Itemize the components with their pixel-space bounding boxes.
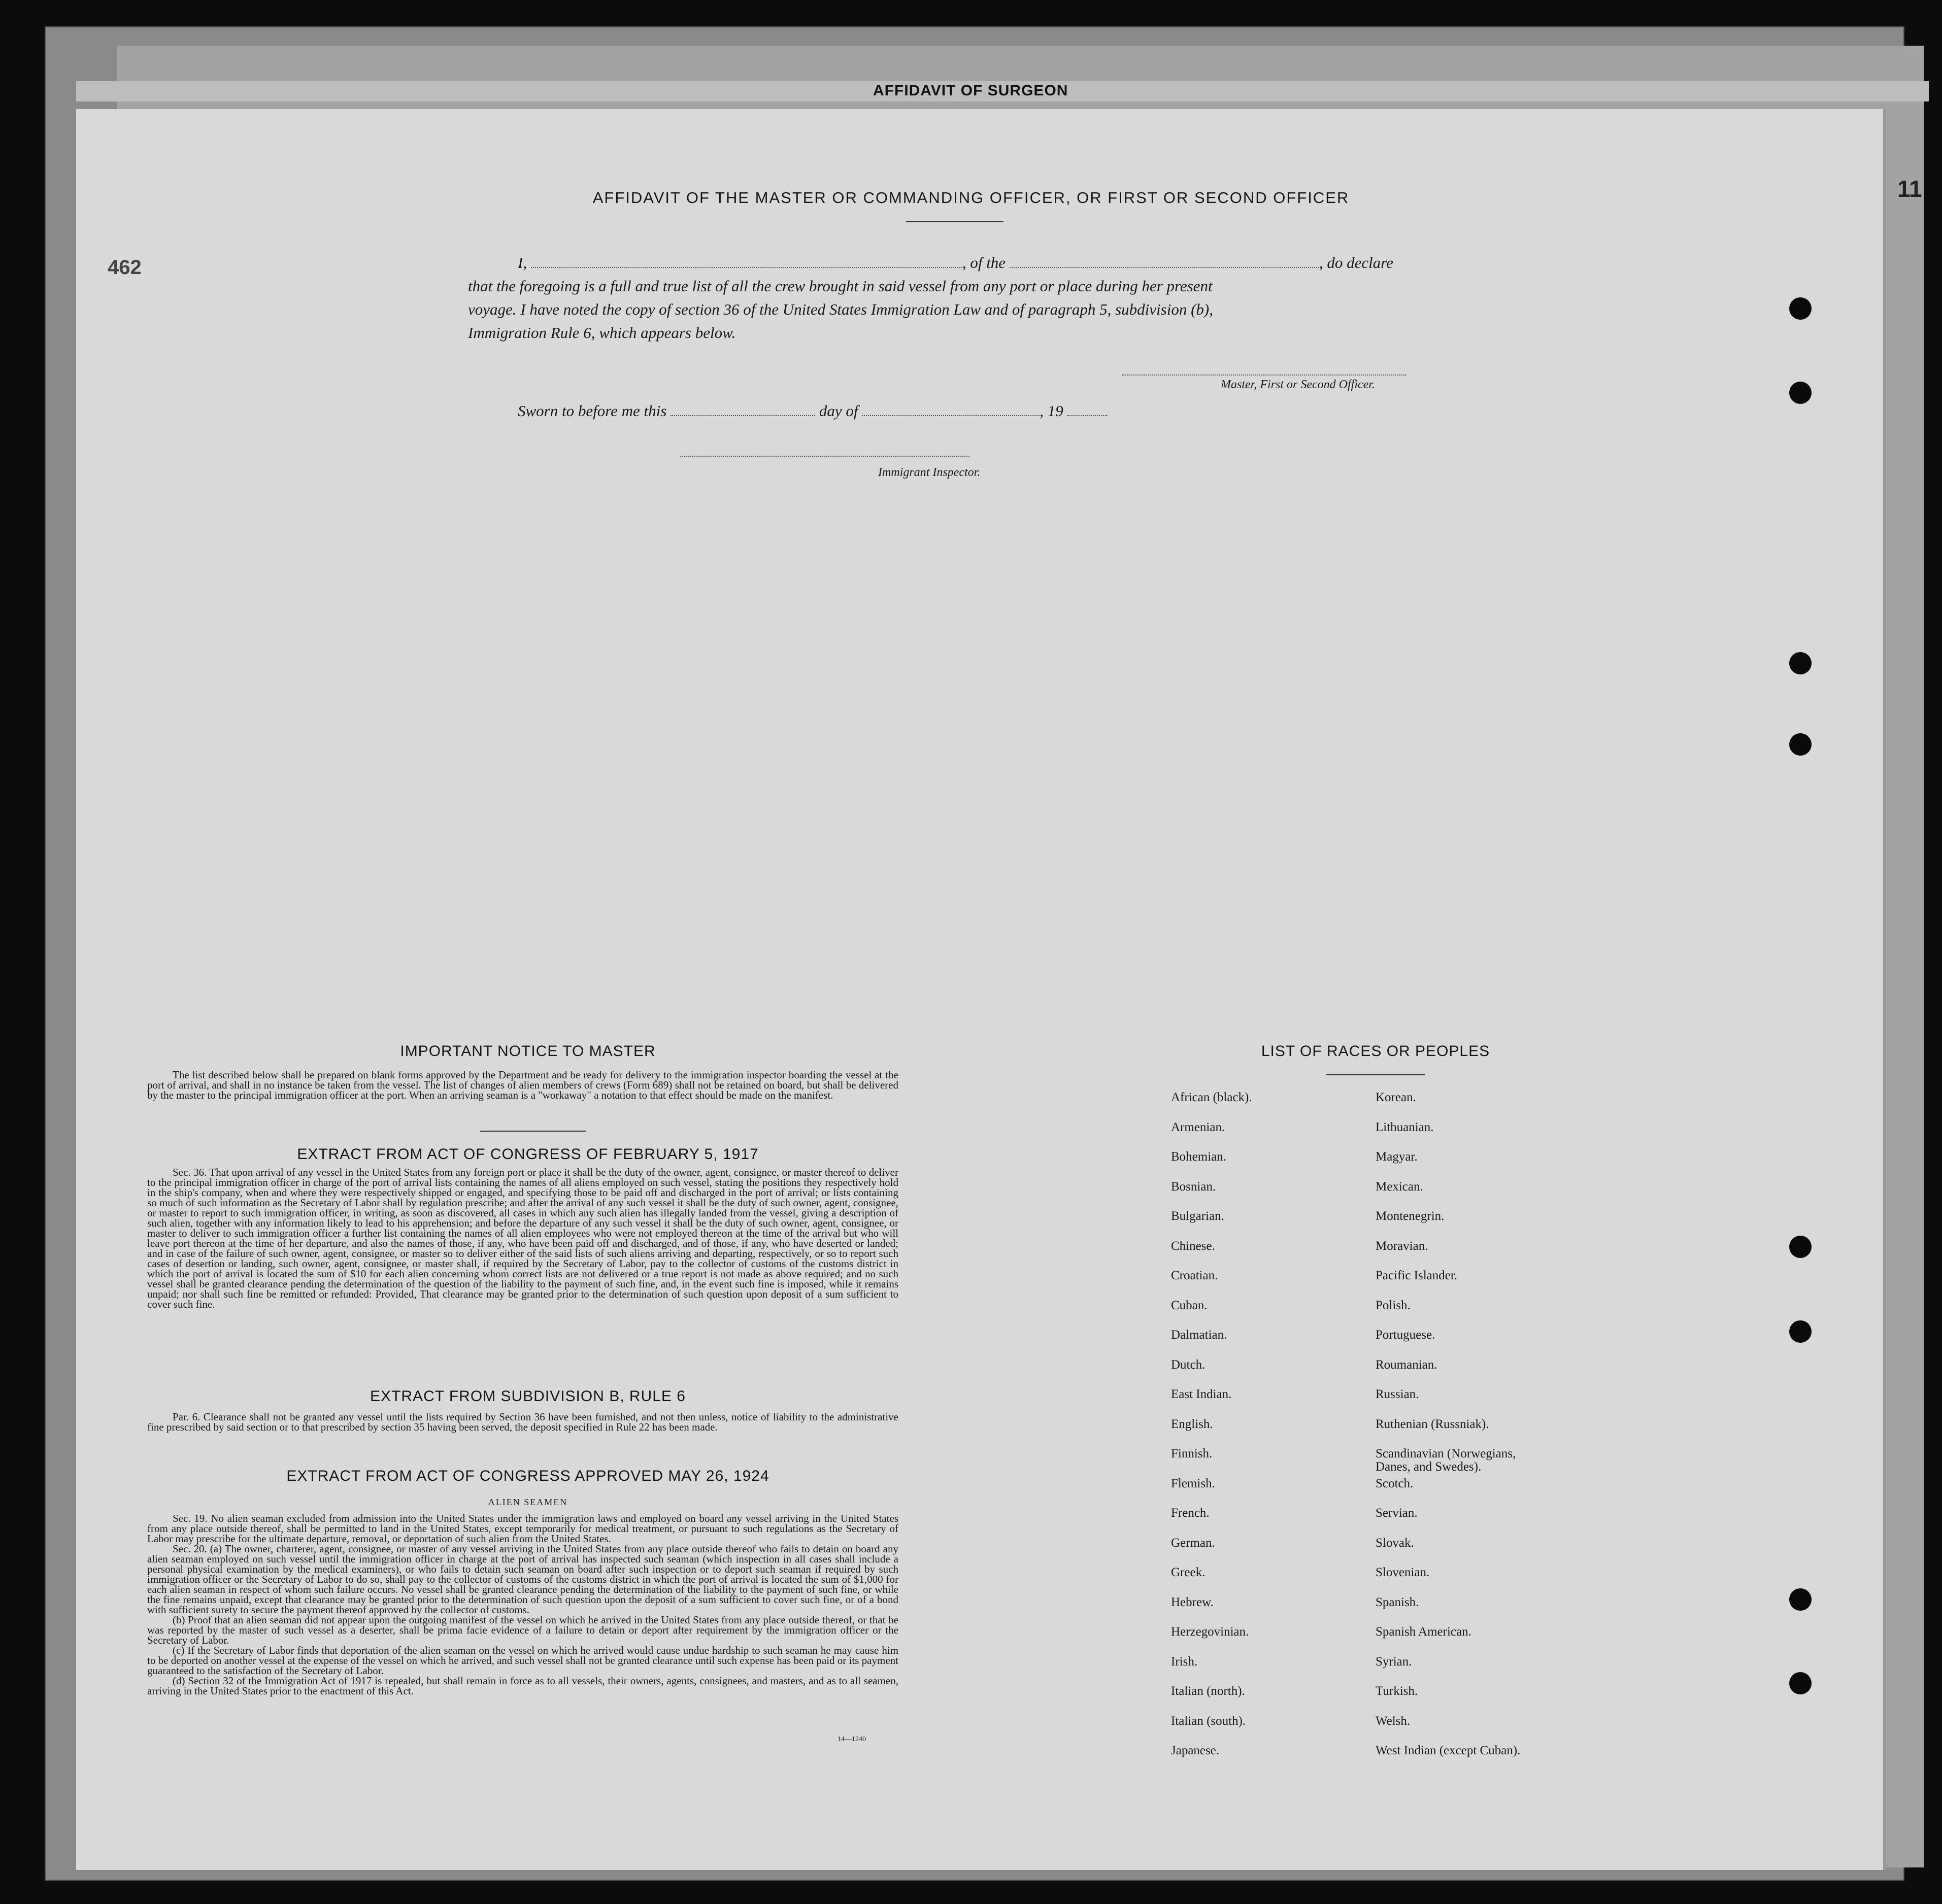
affidavit-line-4: Immigration Rule 6, which appears below. [468, 324, 736, 342]
race-item: Dalmatian. [1171, 1328, 1227, 1342]
punch-hole [1789, 733, 1812, 756]
sworn-day-of: day of [819, 402, 858, 420]
race-item: Spanish American. [1376, 1625, 1471, 1639]
race-item: Slovenian. [1376, 1566, 1430, 1579]
punch-hole [1789, 652, 1812, 674]
race-item: English. [1171, 1417, 1213, 1431]
sworn-date-blank[interactable] [671, 406, 815, 416]
notice-text: The list described below shall be prepared on blank forms approved by the Department and be ready for delivery to the immigration inspector boarding the vessel at the port of arrival, and shall in no instance be taken from the vessel. The list of changes of alien members of crews (Form 689) shall not be retained on board, but shall be delivered by the master to the principal immigration officer at the port. When an arriving seaman is a "workaway" a notation to that effect should be made on the manifest. [147, 1069, 898, 1101]
race-item: Servian. [1376, 1506, 1418, 1520]
race-item: Korean. [1376, 1091, 1416, 1104]
race-item: East Indian. [1171, 1387, 1232, 1401]
alien-seamen-subtitle: ALIEN SEAMEN [488, 1497, 568, 1507]
race-item: Spanish. [1376, 1595, 1419, 1609]
back-sheet-title: AFFIDAVIT OF SURGEON [873, 82, 1068, 99]
races-right-column [1376, 1091, 1589, 1774]
race-item: Polish. [1376, 1298, 1411, 1312]
punch-hole [1789, 297, 1812, 320]
extract-1924-text [147, 1513, 898, 1696]
race-item: Dutch. [1171, 1357, 1206, 1372]
extract-1917-text: Sec. 36. That upon arrival of any vessel in the United States from any foreign port or place it shall be the duty of the owner, agent, consignee, or master thereof to deliver to the principal immigration officer in charge of the port of arrival lists containing the names of all aliens employed on such vessel, stating the positions they respectively hold in the ship's company, when and where they were respectively shipped or engaged, and specifying those to be paid off and discharged in the port of arrival; or lists containing so much of such information as the Secretary of Labor shall by regulation prescribe; and after the arrival of any such vessel it shall be the duty of such owner, agent, consignee, or master to report to such immigration officer, in writing, as soon as discovered, all cases in which any such alien has illegally landed from the vessel, giving a description of such alien, together with any information likely to lead to his apprehension; and before the departure of any such vessel it shall be the duty of such owner, agent, consignee, or master to deliver to such immigration officer a further list containing the names of all alien employees who were not employed thereon at the time of the arrival but who will leave port thereon at the time of her departure, and also the names of those, if any, who have been paid off and discharged, and of those, if any, who have deserted or landed; and in case of the failure of such owner, agent, consignee, or master so to deliver either of the said lists of such aliens arriving and departing, respectively, or so to report such cases of desertion or landing, such owner, agent, consignee, or master shall, if required by the Secretary of Labor, pay to the collector of customs of the customs district in which the port of arrival is located the sum of $10 for each alien concerning whom correct lists are not delivered or a true report is not made as above required; and no such vessel shall be granted clearance pending the determination of the question of the liability to the payment of such fine, and, in the event such fine is imposed, while it remains unpaid; nor shall such fine be remitted or refunded: Provided, That clearance may be granted prior to the determination of such question upon deposit of a sum sufficient to cover such fine. [147, 1166, 898, 1310]
extract-rule6-text: Par. 6. Clearance shall not be granted any vessel until the lists required by Section 36 have been furnished, and not then unless, notice of liability to the administrative fine prescribed by said section or to that prescribed by section 35 having been served, the deposit specified in Rule 22 has been made. [147, 1411, 898, 1433]
race-item: Irish. [1171, 1654, 1198, 1669]
race-item: Magyar. [1376, 1150, 1418, 1164]
race-item: German. [1171, 1536, 1215, 1550]
sworn-year: , 19 [1040, 402, 1063, 420]
race-item: Cuban. [1171, 1298, 1208, 1312]
punch-hole [1789, 1672, 1812, 1694]
race-item: Bosnian. [1171, 1179, 1216, 1194]
race-item: Flemish. [1171, 1476, 1215, 1490]
affidavit-line-3: voyage. I have noted the copy of section 36 of the United States Immigration Law and of paragraph 5, subdivision (b), [468, 300, 1213, 318]
title-rule [906, 221, 1003, 222]
race-item: Moravian. [1376, 1239, 1428, 1253]
affidavit-line-2: that the foregoing is a full and true list of all the crew brought in said vessel from any port or place during her present [468, 277, 1213, 295]
affidavit-of-the: , of the [962, 254, 1006, 271]
race-item: Turkish. [1376, 1684, 1418, 1698]
sworn-before: Sworn to before me this [518, 402, 667, 420]
race-item: Italian (south). [1171, 1714, 1246, 1728]
punch-hole [1789, 1588, 1812, 1611]
sworn-year-blank[interactable] [1067, 406, 1108, 416]
race-item: Mexican. [1376, 1179, 1423, 1194]
race-item: Japanese. [1171, 1744, 1220, 1757]
sec-20c: (c) If the Secretary of Labor finds that deportation of the alien seaman on the vessel on which he arrived would cause undue hardship to such seaman he may cause him to be deported on another vessel at the expense of the vessel on which he arrived, and such vessel shall not be granted clearance until such expense has been paid or its payment guaranteed to the satisfaction of the Secretary of Labor. [147, 1644, 898, 1677]
race-item: Ruthenian (Russniak). [1376, 1417, 1489, 1431]
section-rule [480, 1131, 586, 1132]
race-item: Greek. [1171, 1566, 1206, 1579]
race-item: Roumanian. [1376, 1357, 1437, 1372]
race-item: Pacific Islander. [1376, 1269, 1458, 1282]
race-item: Scandinavian (Norwegians, Danes, and Swedes). [1376, 1447, 1516, 1474]
races-rule [1326, 1074, 1425, 1075]
race-item: Italian (north). [1171, 1684, 1245, 1698]
extract-1917-title: EXTRACT FROM ACT OF CONGRESS OF FEBRUARY 5, 1917 [297, 1146, 759, 1163]
sec-20b: (b) Proof that an alien seaman did not appear upon the outgoing manifest of the vessel on which he arrived in the United States from any place outside thereof, or that he was reported by the master of such vessel as a deserter, shall be prima facie evidence of a failure to detain or deport after requirement by the immigration officer or the Secretary of Labor. [147, 1614, 898, 1646]
punch-hole [1789, 1236, 1812, 1258]
race-item: Portuguese. [1376, 1328, 1435, 1342]
notice-title: IMPORTANT NOTICE TO MASTER [400, 1043, 656, 1060]
race-item: Herzegovinian. [1171, 1625, 1249, 1639]
edge-mark-left: 462 [108, 256, 142, 279]
inspector-label: Immigrant Inspector. [878, 466, 981, 479]
race-item: Lithuanian. [1376, 1120, 1434, 1134]
race-item: Welsh. [1376, 1714, 1411, 1728]
inspector-signature-blank[interactable] [680, 447, 969, 457]
sec-20d: (d) Section 32 of the Immigration Act of 1917 is repealed, but shall remain in force as to all vessels, their owners, agents, consignees, and masters, and as to all seamen, arriving in the United States prior to the enactment of this Act. [147, 1675, 898, 1697]
race-item: Chinese. [1171, 1239, 1215, 1253]
punch-hole [1789, 382, 1812, 404]
race-item: Finnish. [1171, 1447, 1213, 1460]
race-item: Bulgarian. [1171, 1209, 1224, 1223]
form-number: 14—1240 [838, 1736, 866, 1743]
signature-label: Master, First or Second Officer. [1221, 378, 1375, 391]
race-item: Montenegrin. [1376, 1209, 1445, 1223]
extract-1924-title: EXTRACT FROM ACT OF CONGRESS APPROVED MAY 26, 1924 [286, 1468, 769, 1484]
sworn-line [518, 399, 1228, 423]
race-item: Bohemian. [1171, 1150, 1227, 1164]
edge-number: 11 [1897, 176, 1922, 202]
extract-rule6-title: EXTRACT FROM SUBDIVISION B, RULE 6 [370, 1388, 686, 1405]
race-item: Scotch. [1376, 1476, 1414, 1490]
race-item: African (black). [1171, 1091, 1252, 1104]
races-left-column [1171, 1091, 1374, 1774]
race-item: Hebrew. [1171, 1595, 1214, 1609]
race-item: Armenian. [1171, 1120, 1225, 1134]
sworn-month-blank[interactable] [862, 406, 1040, 416]
race-item: French. [1171, 1506, 1210, 1520]
race-item: Slovak. [1376, 1536, 1414, 1550]
race-item: Syrian. [1376, 1654, 1412, 1669]
affidavit-i: I, [518, 254, 527, 271]
affidavit-title: AFFIDAVIT OF THE MASTER OR COMMANDING OFFICER, OR FIRST OR SECOND OFFICER [592, 189, 1350, 207]
affidavit-line-1 [518, 251, 1452, 275]
sec-20a: Sec. 20. (a) The owner, charterer, agent, consignee, or master of any vessel arriving in the United States from any place outside thereof who fails to detain on board any alien seaman employed on such vessel until the immigration officer in charge at the port of arrival has inspected such seaman (which inspection in all cases shall include a personal physical examination by the medical examiners), or who fails to detain such seaman on board after such inspection or to deport such seaman if required by such immigration officer or the Secretary of Labor to do so, shall pay to the collector of customs of the customs district in which the port of arrival is located the sum of $1,000 for each alien seaman in respect of whom such failure occurs. No vessel shall be granted clearance pending the determination of the liability to the payment of such fine, or while the fine remains unpaid, except that clearance may be granted prior to the determination of such question upon the deposit of a sum sufficient to cover such fine, or of a bond with sufficient surety to secure the payment thereof approved by the collector of customs. [147, 1543, 898, 1616]
race-item: Croatian. [1171, 1269, 1218, 1282]
punch-hole [1789, 1320, 1812, 1343]
races-title: LIST OF RACES OR PEOPLES [1261, 1043, 1490, 1060]
name-blank[interactable] [531, 258, 962, 268]
affidavit-declare: , do declare [1319, 254, 1393, 271]
vessel-blank[interactable] [1010, 258, 1319, 268]
sec-19: Sec. 19. No alien seaman excluded from admission into the United States under the immigration laws and employed on board any vessel arriving in the United States from any place outside thereof, shall be permitted to land in the United States, except temporarily for medical treatment, or pursuant to such regulations as the Secretary of Labor may prescribe for the ultimate departure, removal, or deportation of such alien from the United States. [147, 1512, 898, 1545]
race-item: West Indian (except Cuban). [1376, 1744, 1521, 1757]
signature-blank[interactable] [1122, 365, 1406, 376]
race-item: Russian. [1376, 1387, 1419, 1401]
